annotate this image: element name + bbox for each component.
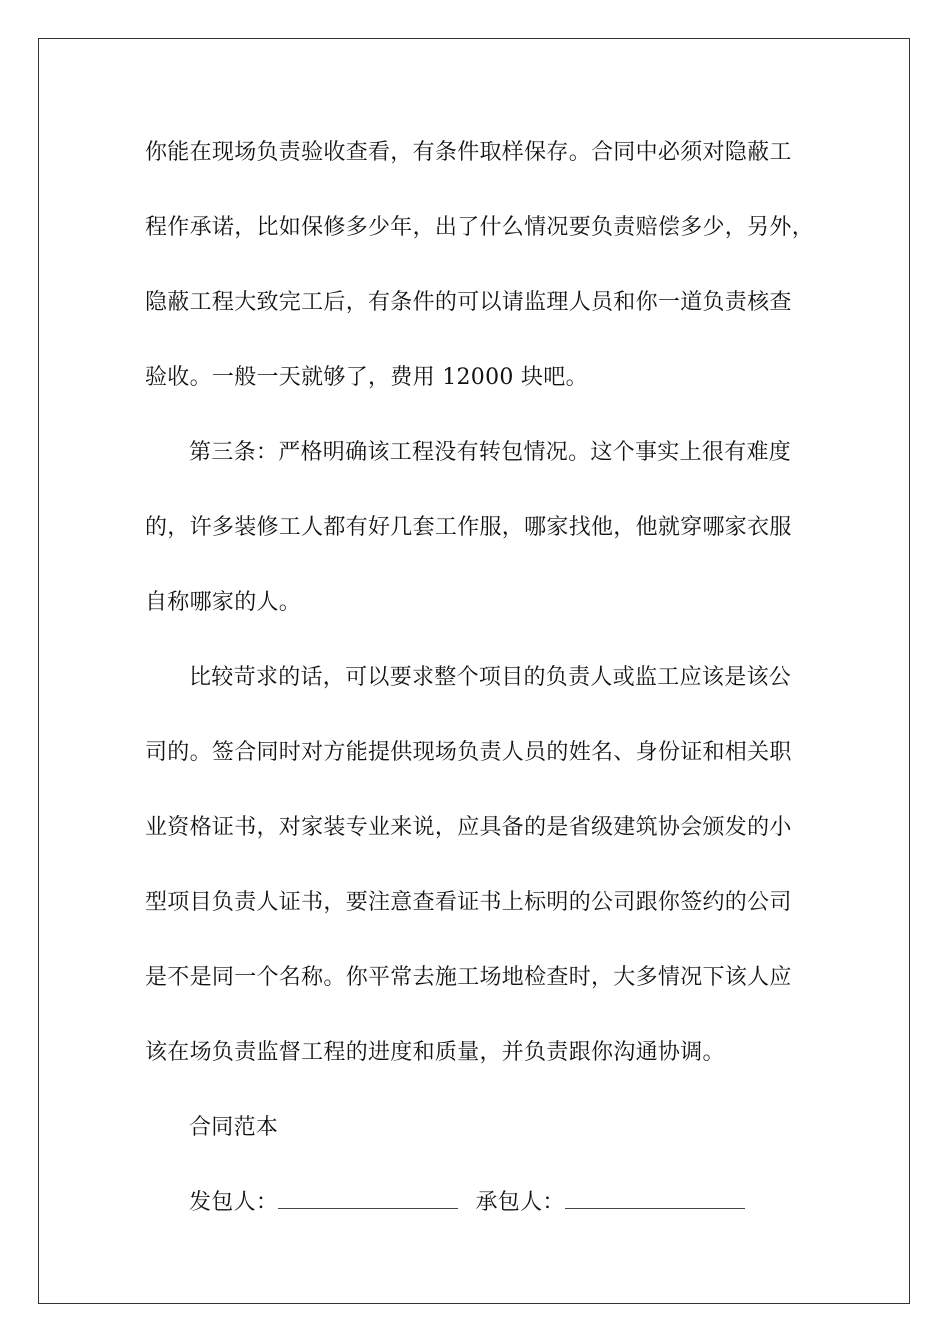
text-line: 验收。一般一天就够了，费用 12000 块吧。 bbox=[145, 365, 588, 390]
signature-line bbox=[145, 1178, 805, 1253]
employer-label: 发包人： bbox=[189, 1190, 279, 1215]
text-line: 你能在现场负责验收查看，有条件取样保存。合同中必须对隐蔽工 bbox=[145, 140, 792, 165]
text-line: 第三条：严格明确该工程没有转包情况。这个事实上很有难度 bbox=[189, 440, 792, 465]
contractor-label: 承包人： bbox=[475, 1190, 565, 1215]
text-line: 隐蔽工程大致完工后，有条件的可以请监理人员和你一道负责核查 bbox=[145, 290, 792, 315]
contractor-signature-field[interactable] bbox=[565, 1194, 745, 1209]
section-heading: 合同范本 bbox=[189, 1115, 279, 1140]
text-line: 自称哪家的人。 bbox=[145, 590, 302, 615]
employer-signature-field[interactable] bbox=[278, 1194, 458, 1209]
paragraph-hidden-works bbox=[145, 128, 815, 428]
paragraph-project-manager bbox=[145, 653, 805, 1103]
text-line: 的，许多装修工人都有好几套工作服，哪家找他，他就穿哪家衣服 bbox=[145, 515, 792, 540]
text-line: 业资格证书，对家装专业来说，应具备的是省级建筑协会颁发的小 bbox=[145, 815, 792, 840]
text-line: 程作承诺，比如保修多少年，出了什么情况要负责赔偿多少，另外， bbox=[145, 215, 815, 240]
text-line: 比较苛求的话，可以要求整个项目的负责人或监工应该是该公 bbox=[189, 665, 792, 690]
text-line: 司的。签合同时对方能提供现场负责人员的姓名、身份证和相关职 bbox=[145, 740, 792, 765]
document-body bbox=[145, 128, 815, 1253]
text-line: 型项目负责人证书，要注意查看证书上标明的公司跟你签约的公司 bbox=[145, 890, 792, 915]
paragraph-article-three bbox=[145, 428, 805, 653]
text-line: 是不是同一个名称。你平常去施工场地检查时，大多情况下该人应 bbox=[145, 965, 792, 990]
text-line: 该在场负责监督工程的进度和质量，并负责跟你沟通协调。 bbox=[145, 1040, 725, 1065]
